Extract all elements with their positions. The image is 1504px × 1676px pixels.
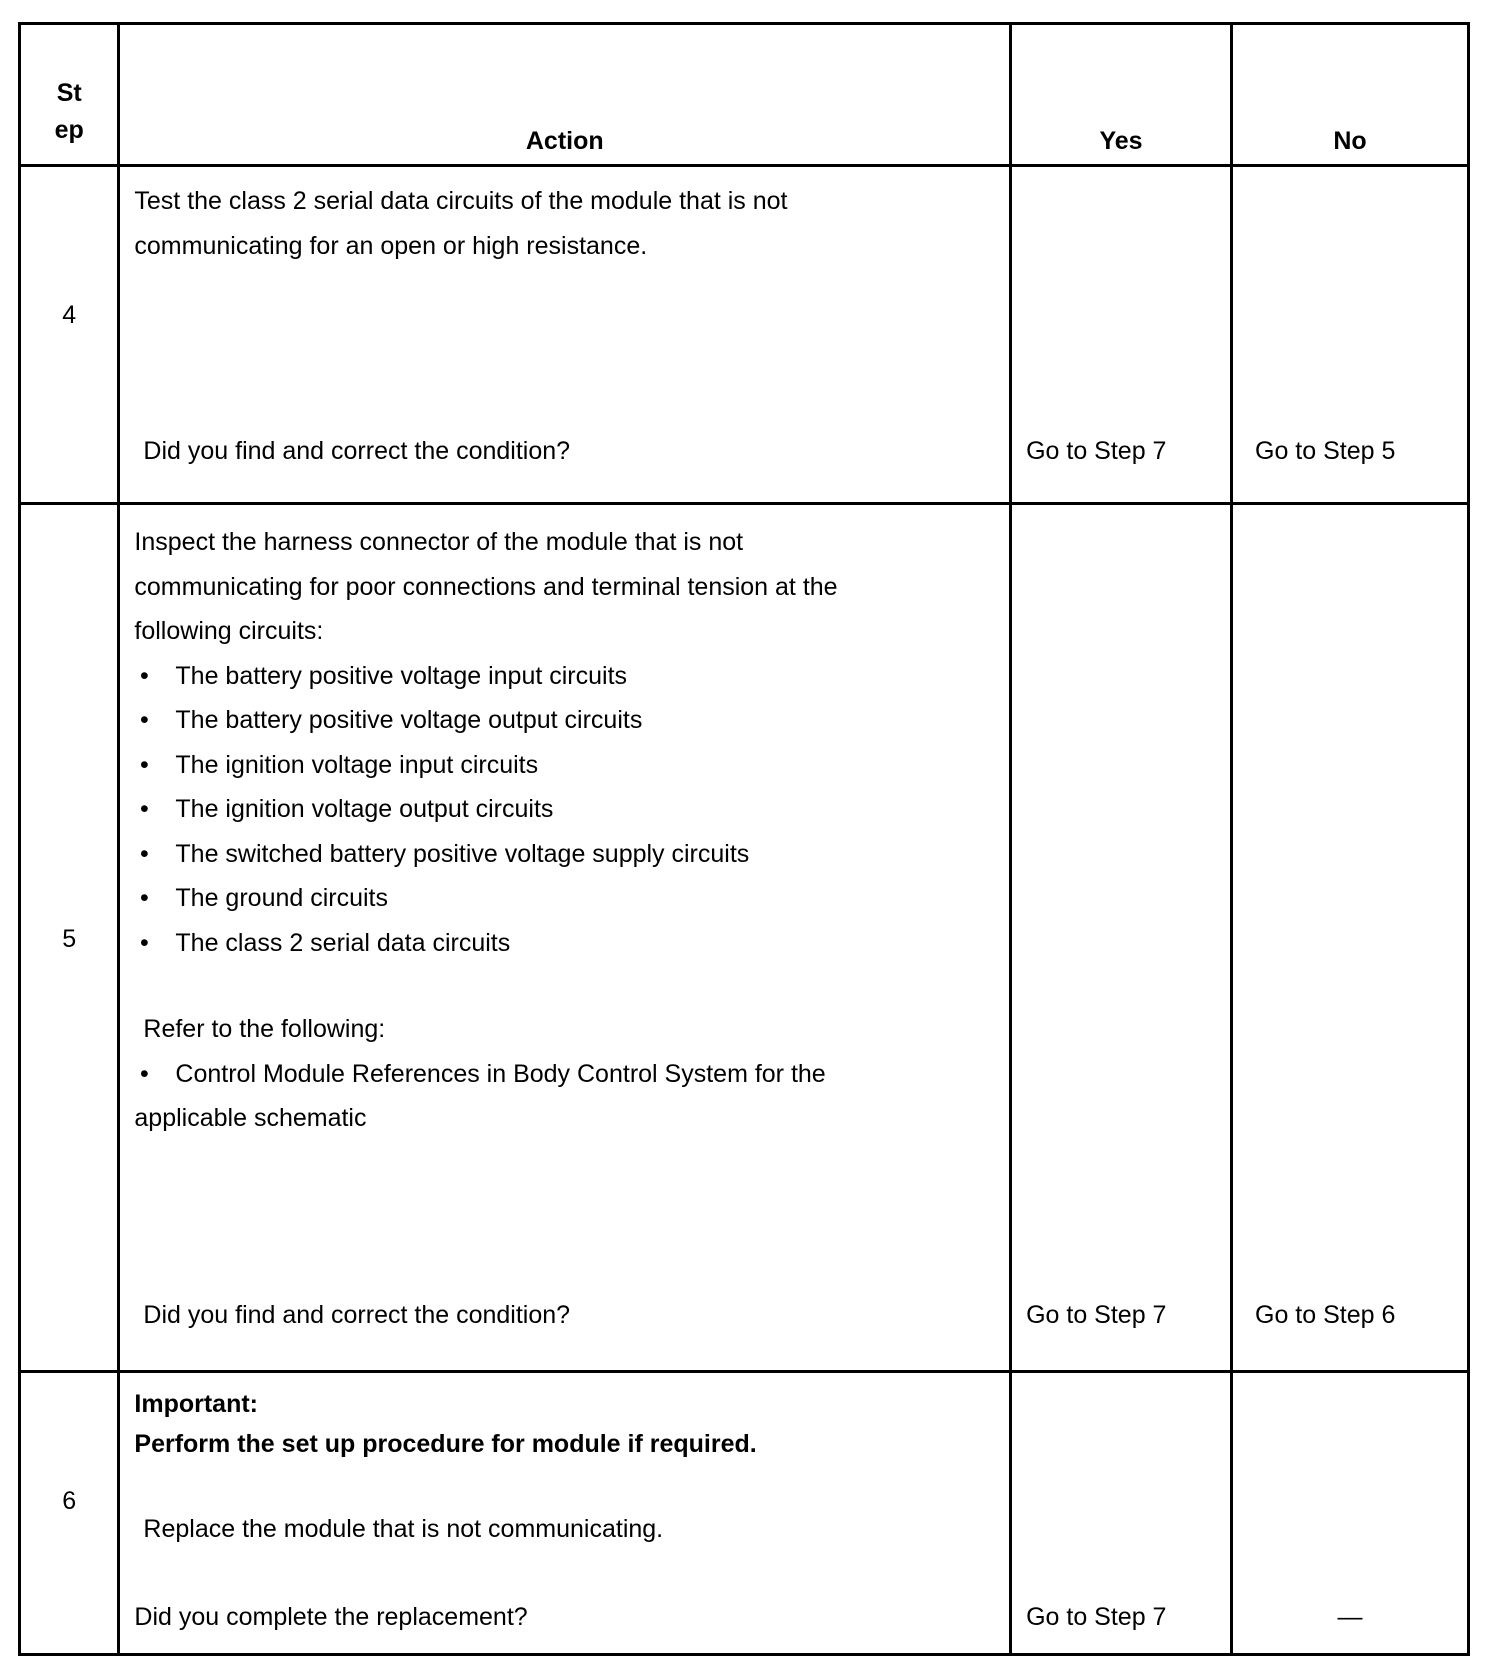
header-yes: [1011, 24, 1232, 166]
step-number: 5: [62, 925, 77, 953]
table-row-step-4: [20, 166, 1469, 504]
question-text: Did you find and correct the condition?: [143, 437, 571, 465]
yes-result: Go to Step 7: [1026, 1603, 1167, 1631]
yes-cell: [1011, 504, 1232, 1372]
yes-result: Go to Step 7: [1026, 1301, 1167, 1329]
step-cell: [20, 166, 119, 504]
no-cell: [1232, 1372, 1469, 1655]
instruction-text: Replace the module that is not communicating.: [143, 1515, 664, 1543]
action-line: Test the class 2 serial data circuits of the module that is not: [134, 187, 788, 215]
list-item: • The switched battery positive voltage supply circuits: [134, 832, 989, 877]
no-cell: [1232, 504, 1469, 1372]
question-text: Did you find and correct the condition?: [143, 1301, 571, 1329]
no-result: —: [1337, 1603, 1363, 1631]
table-row-step-6: [20, 1372, 1469, 1655]
action-line: communicating for poor connections and terminal tension at the: [134, 572, 838, 601]
header-step: [20, 24, 119, 166]
yes-cell: [1011, 166, 1232, 504]
header-action: [119, 24, 1011, 166]
bullet-icon: •: [140, 706, 149, 734]
yes-result: Go to Step 7: [1026, 437, 1167, 465]
no-result: Go to Step 5: [1255, 437, 1396, 465]
bullet-icon: •: [140, 1059, 149, 1088]
action-cell: [119, 166, 1011, 504]
header-yes-label: Yes: [1099, 127, 1143, 155]
action-line: following circuits:: [134, 617, 324, 645]
bullet-icon: •: [140, 795, 149, 823]
table-header-row: [20, 24, 1469, 166]
header-no: [1232, 24, 1469, 166]
header-step-line2: ep: [54, 116, 84, 144]
no-result: Go to Step 6: [1255, 1301, 1396, 1329]
header-step-line1: St: [56, 79, 82, 107]
refer-list-item: • Control Module References in Body Control System for the: [134, 1052, 989, 1097]
no-cell: [1232, 166, 1469, 504]
step-cell: [20, 1372, 119, 1655]
list-item: • The ignition voltage output circuits: [134, 787, 989, 832]
question-text: Did you complete the replacement?: [134, 1603, 528, 1631]
bullet-icon: •: [140, 750, 149, 779]
list-item: • The ignition voltage input circuits: [134, 743, 989, 788]
header-action-label: Action: [525, 127, 604, 155]
diagnostic-table: [18, 22, 1470, 1656]
important-label: Important:: [134, 1390, 259, 1418]
list-item: • The battery positive voltage input circuits: [134, 654, 989, 699]
bullet-icon: •: [140, 884, 149, 912]
refer-text: Refer to the following:: [143, 1015, 386, 1043]
bullet-icon: •: [140, 661, 149, 690]
yes-cell: [1011, 1372, 1232, 1655]
action-cell: [119, 504, 1011, 1372]
refer-list-item-continued: applicable schematic: [134, 1104, 367, 1132]
header-no-label: No: [1333, 127, 1367, 155]
important-text: Perform the set up procedure for module if required.: [134, 1430, 757, 1458]
action-cell: [119, 1372, 1011, 1655]
table-row-step-5: [20, 504, 1469, 1372]
bullet-icon: •: [140, 928, 149, 957]
step-number: 6: [62, 1487, 77, 1515]
step-cell: [20, 504, 119, 1372]
list-item: • The battery positive voltage output circuits: [134, 698, 989, 743]
list-item: • The class 2 serial data circuits: [134, 921, 989, 966]
list-item: • The ground circuits: [134, 876, 989, 921]
action-line: communicating for an open or high resistance.: [134, 231, 648, 260]
bullet-icon: •: [140, 839, 149, 868]
action-line: Inspect the harness connector of the module that is not: [134, 528, 744, 556]
step-number: 4: [62, 301, 77, 329]
